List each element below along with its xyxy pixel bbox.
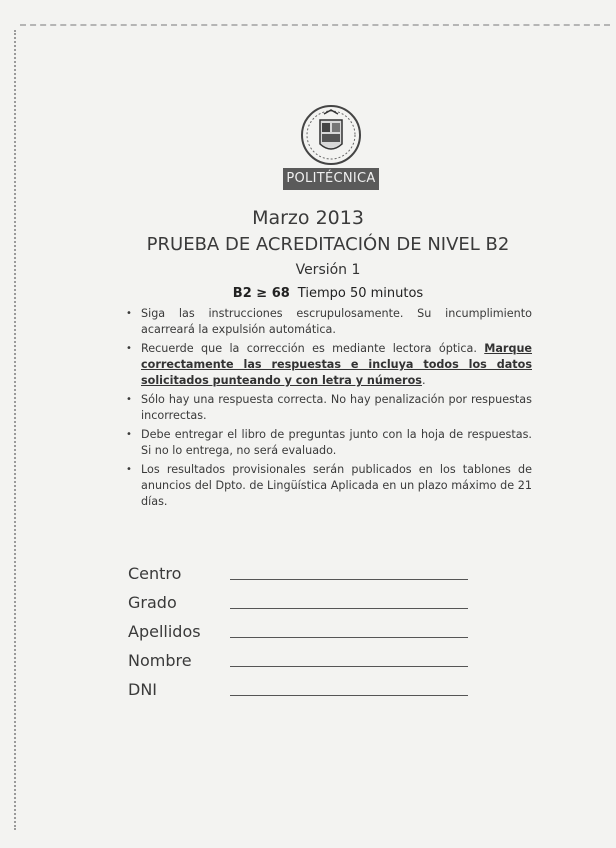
field-nombre <box>128 649 488 678</box>
page-edge-top <box>20 24 610 28</box>
field-label: Apellidos <box>128 622 201 641</box>
field-blank-line[interactable] <box>230 695 468 696</box>
bullet-icon: • <box>126 308 132 319</box>
field-apellidos <box>128 620 488 649</box>
university-crest-icon <box>300 104 362 166</box>
field-dni <box>128 678 488 707</box>
instruction-item <box>126 341 532 389</box>
instruction-item <box>126 462 532 510</box>
exam-version: Versión 1 <box>295 262 361 278</box>
exam-time: Tiempo 50 minutos <box>297 286 424 301</box>
instruction-item <box>126 306 532 338</box>
instructions-list <box>126 306 532 513</box>
field-blank-line[interactable] <box>230 637 468 638</box>
exam-date: Marzo 2013 <box>252 207 364 229</box>
student-info-form <box>128 562 488 707</box>
instruction-emphasis: Marque correctamente las respuestas e incluya todos los datos solicitados punteando y con letra y números <box>141 342 533 387</box>
instruction-text: Debe entregar el libro de preguntas junto con la hoja de respuestas. Si no lo entrega, no será evaluado. <box>141 428 532 457</box>
field-blank-line[interactable] <box>230 666 468 667</box>
level-cutoff: B2 ≥ 68 <box>232 286 290 301</box>
instruction-end: . <box>421 374 426 387</box>
page-edge-left <box>14 30 24 830</box>
field-label: Nombre <box>128 651 192 670</box>
bullet-icon: • <box>126 394 132 405</box>
field-blank-line[interactable] <box>230 608 468 609</box>
field-label: Centro <box>128 564 182 583</box>
bullet-icon: • <box>126 343 132 354</box>
bullet-icon: • <box>126 464 132 475</box>
instruction-item <box>126 392 532 424</box>
exam-level-line <box>0 286 616 301</box>
field-grado <box>128 591 488 620</box>
field-centro <box>128 562 488 591</box>
field-label: Grado <box>128 593 177 612</box>
instruction-text: Los resultados provisionales serán publicados en los tablones de anuncios del Dpto. de Lingüística Aplicada en un plazo máximo de 21 días. <box>141 463 532 508</box>
bullet-icon: • <box>126 429 132 440</box>
instruction-text: Recuerde que la corrección es mediante lectora óptica. <box>141 342 477 355</box>
field-label: DNI <box>128 680 158 699</box>
brand-banner: POLITÉCNICA <box>283 168 379 190</box>
instruction-text: Siga las instrucciones escrupulosamente. Su incumplimiento acarreará la expulsión automática. <box>141 307 532 336</box>
field-blank-line[interactable] <box>230 579 468 580</box>
instruction-item <box>126 427 532 459</box>
instruction-text: Sólo hay una respuesta correcta. No hay penalización por respuestas incorrectas. <box>141 393 532 422</box>
exam-title: PRUEBA DE ACREDITACIÓN DE NIVEL B2 <box>146 234 510 255</box>
